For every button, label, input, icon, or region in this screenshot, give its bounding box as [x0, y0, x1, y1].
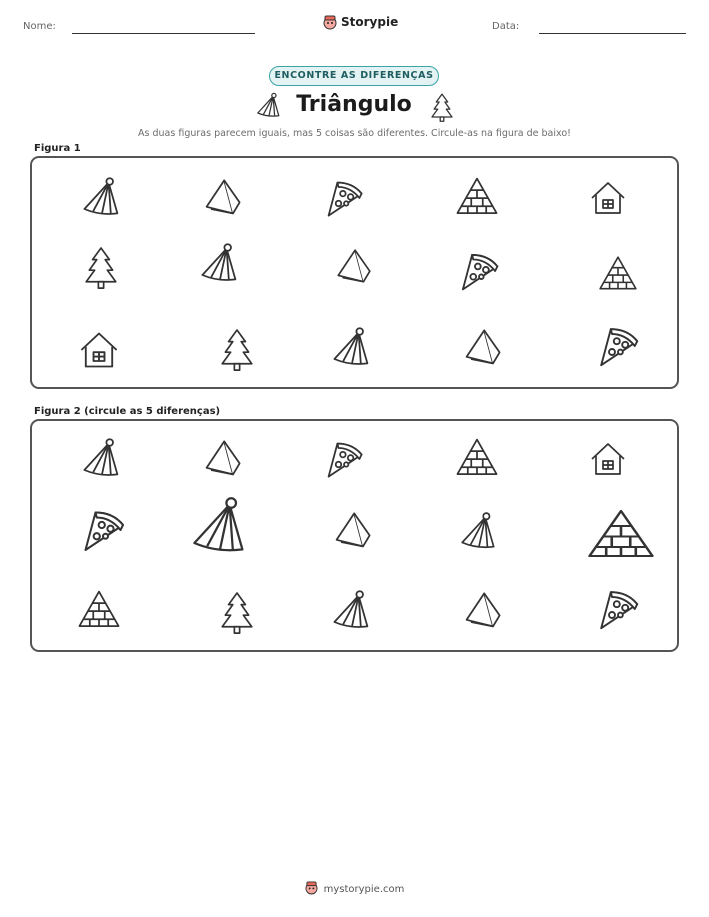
pizza-slice-icon[interactable]	[322, 176, 366, 220]
pizza-slice-icon[interactable]	[594, 585, 642, 633]
bell-icon[interactable]	[458, 511, 500, 553]
page-title: Triângulo	[296, 92, 412, 117]
bell-icon[interactable]	[80, 176, 124, 220]
bell-icon[interactable]	[330, 326, 374, 370]
pyramid-icon[interactable]	[454, 174, 500, 220]
napkin-icon[interactable]	[460, 589, 504, 633]
footer	[0, 880, 709, 898]
tree-icon[interactable]	[218, 589, 256, 635]
bell-icon[interactable]	[330, 589, 374, 633]
pizza-slice-icon[interactable]	[456, 248, 502, 294]
bell-icon[interactable]	[188, 495, 252, 559]
date-label: Data:	[492, 21, 520, 32]
figure-2-panel	[30, 419, 679, 652]
pizza-slice-icon[interactable]	[322, 437, 366, 481]
instructions: As duas figuras parecem iguais, mas 5 coisas são diferentes. Circule-as na figura de baixo!	[138, 128, 571, 139]
figure-1-label: Figura 1	[34, 143, 81, 154]
house-icon[interactable]	[588, 178, 628, 218]
storypie-mascot-icon	[305, 880, 318, 898]
napkin-icon[interactable]	[200, 437, 244, 481]
napkin-icon[interactable]	[330, 509, 374, 553]
storypie-mascot-icon	[323, 14, 337, 30]
pizza-slice-icon[interactable]	[594, 322, 642, 370]
pyramid-icon[interactable]	[74, 587, 124, 633]
pyramid-icon[interactable]	[454, 435, 500, 481]
name-line[interactable]	[72, 33, 255, 34]
brand-logo	[323, 14, 398, 30]
date-line[interactable]	[539, 33, 686, 34]
figure-1-panel	[30, 156, 679, 389]
pyramid-icon[interactable]	[584, 505, 658, 565]
pizza-slice-icon[interactable]	[78, 505, 128, 555]
name-label: Nome:	[23, 21, 56, 32]
figure-2-label: Figura 2 (circule as 5 diferenças)	[34, 406, 221, 417]
footer-url[interactable]: mystorypie.com	[323, 883, 405, 895]
napkin-icon[interactable]	[332, 246, 374, 288]
house-icon[interactable]	[77, 328, 121, 372]
tree-icon[interactable]	[218, 326, 256, 372]
bell-icon[interactable]	[80, 437, 124, 481]
pyramid-icon[interactable]	[597, 253, 639, 295]
tree-icon[interactable]	[82, 244, 120, 290]
napkin-icon[interactable]	[200, 176, 244, 220]
napkin-icon[interactable]	[460, 326, 504, 370]
house-icon[interactable]	[588, 439, 628, 479]
bell-icon[interactable]	[198, 242, 242, 286]
find-differences-badge: ENCONTRE AS DIFERENÇAS	[269, 66, 439, 86]
brand-name: Storypie	[341, 15, 399, 29]
tree-icon	[429, 92, 455, 122]
